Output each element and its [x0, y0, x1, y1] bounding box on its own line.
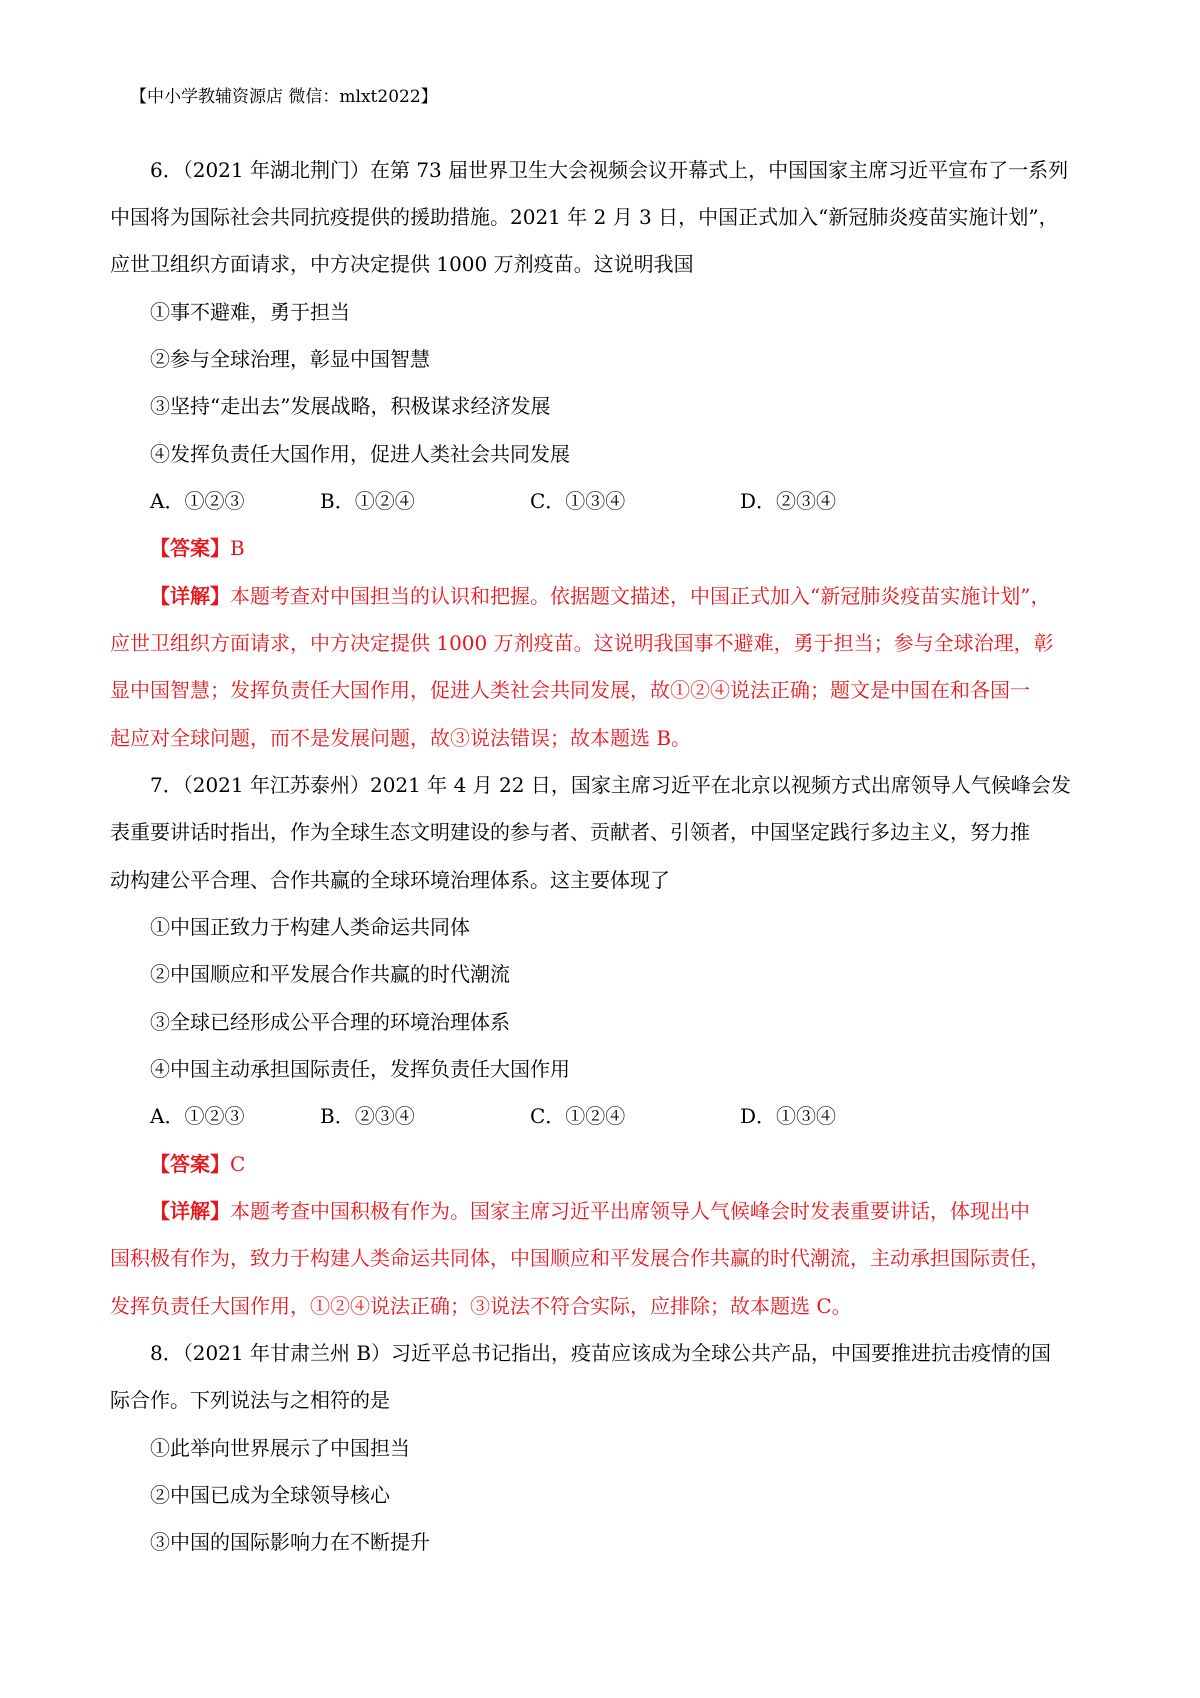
q8-item-1: ①此举向世界展示了中国担当	[150, 1436, 410, 1460]
q7-answer-tag: 【答案】	[150, 1152, 230, 1176]
q6-answer	[150, 535, 245, 561]
q6-option-a: A．①②③	[150, 489, 245, 513]
q6-explain-line-2: 应世卫组织方面请求，中方决定提供 1000 万剂疫苗。这说明我国事不避难，勇于担当；参与全球治理，彰	[110, 631, 1054, 655]
q7-answer	[150, 1151, 245, 1177]
q6-stem-line-3: 应世卫组织方面请求，中方决定提供 1000 万剂疫苗。这说明我国	[110, 252, 694, 276]
q6-option-b: B．①②④	[320, 489, 415, 513]
q8-item-3: ③中国的国际影响力在不断提升	[150, 1530, 430, 1554]
q6-item-1: ①事不避难，勇于担当	[150, 300, 350, 324]
q7-option-c: C．①②④	[530, 1104, 626, 1128]
q7-option-a: A．①②③	[150, 1104, 245, 1128]
q6-explain-line-3: 显中国智慧；发挥负责任大国作用，促进人类社会共同发展，故①②④说法正确；题文是中国在和各国一	[110, 678, 1030, 702]
q7-item-3: ③全球已经形成公平合理的环境治理体系	[150, 1010, 510, 1034]
q7-explain-line-2: 国积极有作为，致力于构建人类命运共同体，中国顺应和平发展合作共赢的时代潮流，主动承担国际责任，	[110, 1246, 1050, 1270]
q6-answer-tag: 【答案】	[150, 536, 230, 560]
q7-option-b: B．②③④	[320, 1104, 415, 1128]
q6-stem-line-2: 中国将为国际社会共同抗疫提供的援助措施。2021 年 2 月 3 日，中国正式加入“新冠肺炎疫苗实施计划”，	[110, 205, 1059, 229]
q7-item-1: ①中国正致力于构建人类命运共同体	[150, 915, 470, 939]
q6-item-2: ②参与全球治理，彰显中国智慧	[150, 347, 430, 371]
q7-explain-text-1: 本题考查中国积极有作为。国家主席习近平出席领导人气候峰会时发表重要讲话，体现出中	[230, 1199, 1030, 1223]
q6-explain-text-1: 本题考查对中国担当的认识和把握。依据题文描述，中国正式加入“新冠肺炎疫苗实施计划”，	[230, 584, 1051, 608]
q6-explain-tag: 【详解】	[150, 584, 230, 608]
q6-item-4: ④发挥负责任大国作用，促进人类社会共同发展	[150, 442, 570, 466]
q6-option-d: D．②③④	[740, 489, 837, 513]
page-header: 【中小学教辅资源店 微信：mlxt2022】	[130, 87, 438, 107]
q8-stem-line-2: 际合作。下列说法与之相符的是	[110, 1388, 390, 1412]
q6-explain-line-4: 起应对全球问题，而不是发展问题，故③说法错误；故本题选 B。	[110, 726, 692, 750]
q7-item-2: ②中国顺应和平发展合作共赢的时代潮流	[150, 962, 510, 986]
q7-stem-line-2: 表重要讲话时指出，作为全球生态文明建设的参与者、贡献者、引领者，中国坚定践行多边主义，努力推	[110, 820, 1030, 844]
q6-explain-line-1	[150, 583, 1050, 609]
q7-explain-tag: 【详解】	[150, 1199, 230, 1223]
q6-item-3: ③坚持“走出去”发展战略，积极谋求经济发展	[150, 394, 551, 418]
q8-stem-line-1: 8．（2021 年甘肃兰州 B）习近平总书记指出，疫苗应该成为全球公共产品，中国要推进抗击疫情的国	[150, 1341, 1052, 1365]
q7-stem-line-1: 7．（2021 年江苏泰州）2021 年 4 月 22 日，国家主席习近平在北京以视频方式出席领导人气候峰会发	[150, 773, 1071, 797]
q7-explain-line-3: 发挥负责任大国作用，①②④说法正确；③说法不符合实际，应排除；故本题选 C。	[110, 1294, 852, 1318]
q7-answer-value: C	[230, 1152, 246, 1176]
q7-option-d: D．①③④	[740, 1104, 837, 1128]
q7-explain-line-1	[150, 1198, 1030, 1224]
q6-option-c: C．①③④	[530, 489, 626, 513]
q7-stem-line-3: 动构建公平合理、合作共赢的全球环境治理体系。这主要体现了	[110, 868, 670, 892]
q8-item-2: ②中国已成为全球领导核心	[150, 1483, 390, 1507]
q7-item-4: ④中国主动承担国际责任，发挥负责任大国作用	[150, 1057, 570, 1081]
q6-stem-line-1: 6．（2021 年湖北荆门）在第 73 届世界卫生大会视频会议开幕式上，中国国家主席习近平宣布了一系列	[150, 158, 1069, 182]
q6-answer-value: B	[230, 536, 245, 560]
